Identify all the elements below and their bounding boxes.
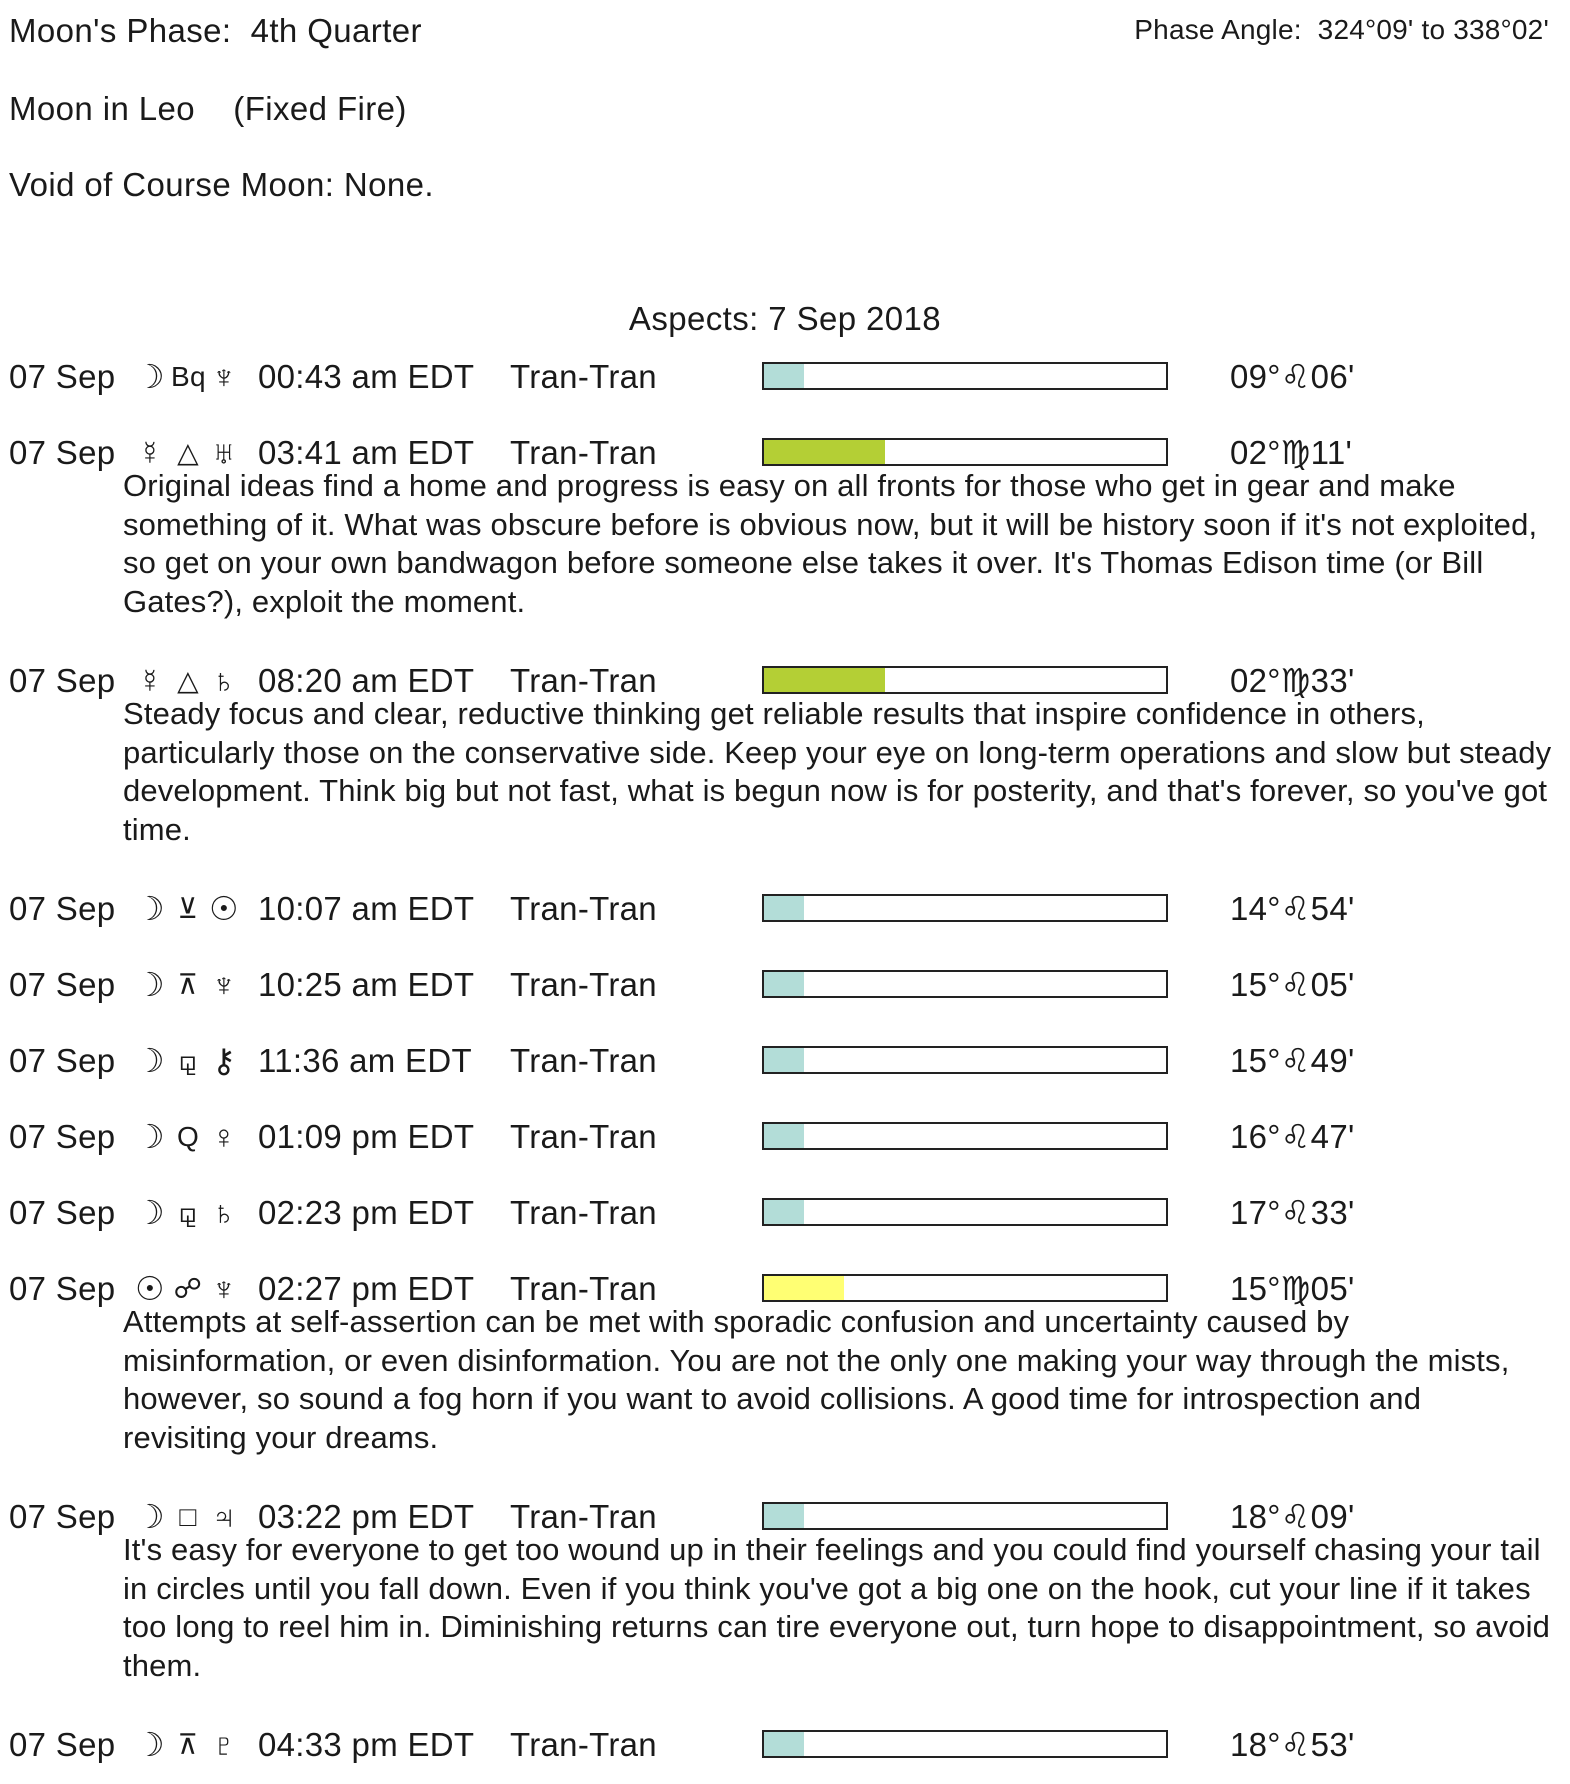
planet-1-icon: ☽ <box>135 1498 165 1535</box>
zodiac-position: 15°♌05' <box>1230 966 1355 1003</box>
planet-1-icon: ☿ <box>137 662 163 699</box>
planet-2-icon: ♆ <box>211 1270 237 1307</box>
zodiac-position: 09°♌06' <box>1230 358 1355 395</box>
aspect-glyph-icon: ⊼ <box>177 969 199 1000</box>
aspect-glyph-icon: Bq <box>171 361 206 392</box>
planet-1-icon: ☽ <box>135 1194 165 1231</box>
aspect-description: Attempts at self-assertion can be met with sporadic confusion and uncertainty caused by misinformation, or even disinformation. You are not the only one making your way through the mists, however, so sound a fog horn if you want to avoid collisions. A good time for introspection and revisiting your dreams. <box>123 1304 1510 1455</box>
moon-sign: Moon in Leo (Fixed Fire) <box>9 90 407 127</box>
strength-bar <box>762 1502 1168 1530</box>
strength-bar <box>762 1046 1168 1074</box>
aspect-date: 07 Sep <box>9 1194 116 1231</box>
planet-1-icon: ☿ <box>137 434 163 471</box>
planet-2-icon: ⚷ <box>211 1042 237 1079</box>
moon-phase: Moon's Phase: 4th Quarter <box>9 12 422 49</box>
zodiac-position: 18°♌53' <box>1230 1726 1355 1763</box>
aspects-title: Aspects: 7 Sep 2018 <box>628 300 942 337</box>
aspect-date: 07 Sep <box>9 1270 116 1307</box>
planet-1-icon: ☽ <box>135 1042 165 1079</box>
aspect-type: Tran-Tran <box>510 1270 657 1307</box>
aspect-type: Tran-Tran <box>510 434 657 471</box>
zodiac-position: 16°♌47' <box>1230 1118 1355 1155</box>
aspect-time: 10:25 am EDT <box>258 966 475 1003</box>
zodiac-position: 15°♍05' <box>1230 1270 1355 1307</box>
aspect-type: Tran-Tran <box>510 1118 657 1155</box>
aspect-type: Tran-Tran <box>510 890 657 927</box>
zodiac-position: 15°♌49' <box>1230 1042 1355 1079</box>
aspect-glyph-icon: ⚼ <box>178 1045 198 1076</box>
strength-bar-fill <box>764 1276 844 1300</box>
phase-angle: Phase Angle: 324°09' to 338°02' <box>1134 14 1549 45</box>
strength-bar-fill <box>764 668 885 692</box>
aspect-date: 07 Sep <box>9 1498 116 1535</box>
planet-1-icon: ☽ <box>135 1118 165 1155</box>
strength-bar <box>762 894 1168 922</box>
planet-2-icon: ♄ <box>211 662 237 699</box>
planet-2-icon: ☉ <box>209 890 239 927</box>
aspect-time: 10:07 am EDT <box>258 890 475 927</box>
zodiac-position: 17°♌33' <box>1230 1194 1355 1231</box>
zodiac-position: 14°♌54' <box>1230 890 1355 927</box>
strength-bar <box>762 362 1168 390</box>
planet-1-icon: ☽ <box>135 1726 165 1763</box>
aspect-date: 07 Sep <box>9 966 116 1003</box>
aspect-type: Tran-Tran <box>510 358 657 395</box>
strength-bar-fill <box>764 896 804 920</box>
aspect-glyph-icon: Q <box>176 1121 200 1152</box>
aspect-glyph-icon: ⊼ <box>177 1729 199 1760</box>
planet-1-icon: ☽ <box>135 890 165 927</box>
aspect-description: Original ideas find a home and progress is easy on all fronts for those who get in gear and make something of it. What was obscure before is obvious now, but it will be history soon if it's not exploited, so get on your own bandwagon before someone else takes it over. It's Thomas Edison time (or Bill Gates?), exploit the moment. <box>123 468 1538 619</box>
aspect-date: 07 Sep <box>9 1726 116 1763</box>
aspect-time: 11:36 am EDT <box>258 1042 472 1079</box>
aspect-date: 07 Sep <box>9 662 116 699</box>
aspect-time: 02:23 pm EDT <box>258 1194 475 1231</box>
aspect-type: Tran-Tran <box>510 966 657 1003</box>
planet-1-icon: ☽ <box>135 358 165 395</box>
strength-bar-fill <box>764 440 885 464</box>
zodiac-position: 02°♍33' <box>1230 662 1355 699</box>
planet-2-icon: ♄ <box>211 1194 237 1231</box>
aspect-time: 04:33 pm EDT <box>258 1726 475 1763</box>
strength-bar <box>762 1274 1168 1302</box>
aspect-description: It's easy for everyone to get too wound up in their feelings and you could find yourself chasing your tail in circles until you fall down. Even if you think you've got a big one on the hook, cut your line if it takes too long to reel him in. Diminishing returns can tire everyone out, turn hope to disappointment, so avoid them. <box>123 1532 1551 1683</box>
strength-bar <box>762 1730 1168 1758</box>
strength-bar-fill <box>764 1048 804 1072</box>
aspect-type: Tran-Tran <box>510 662 657 699</box>
aspect-type: Tran-Tran <box>510 1498 657 1535</box>
strength-bar <box>762 1198 1168 1226</box>
void-of-course: Void of Course Moon: None. <box>9 166 434 203</box>
planet-2-icon: ♆ <box>211 358 237 395</box>
strength-bar-fill <box>764 1504 804 1528</box>
strength-bar-fill <box>764 364 804 388</box>
aspect-type: Tran-Tran <box>510 1194 657 1231</box>
strength-bar <box>762 666 1168 694</box>
aspect-time: 00:43 am EDT <box>258 358 475 395</box>
planet-2-icon: ♃ <box>211 1498 237 1535</box>
strength-bar <box>762 438 1168 466</box>
aspect-glyph-icon: △ <box>177 437 199 468</box>
strength-bar-fill <box>764 1124 804 1148</box>
aspect-type: Tran-Tran <box>510 1042 657 1079</box>
strength-bar-fill <box>764 1200 804 1224</box>
planet-2-icon: ♇ <box>211 1726 237 1763</box>
aspect-time: 03:41 am EDT <box>258 434 475 471</box>
planet-2-icon: ♅ <box>211 434 237 471</box>
aspect-date: 07 Sep <box>9 890 116 927</box>
aspect-time: 03:22 pm EDT <box>258 1498 475 1535</box>
strength-bar <box>762 970 1168 998</box>
zodiac-position: 18°♌09' <box>1230 1498 1355 1535</box>
aspect-date: 07 Sep <box>9 434 116 471</box>
aspect-date: 07 Sep <box>9 1118 116 1155</box>
planet-2-icon: ♆ <box>211 966 237 1003</box>
aspect-time: 02:27 pm EDT <box>258 1270 475 1307</box>
planet-1-icon: ☽ <box>135 966 165 1003</box>
aspect-time: 08:20 am EDT <box>258 662 475 699</box>
zodiac-position: 02°♍11' <box>1230 434 1353 471</box>
aspect-type: Tran-Tran <box>510 1726 657 1763</box>
strength-bar-fill <box>764 972 804 996</box>
aspect-date: 07 Sep <box>9 358 116 395</box>
aspect-time: 01:09 pm EDT <box>258 1118 475 1155</box>
aspect-description: Steady focus and clear, reductive thinking get reliable results that inspire confidence in others, particularly those on the conservative side. Keep your eye on long-term operations and slow but steady development. Think big but not fast, what is begun now is for posterity, and that's forever, so you've got time. <box>123 696 1552 847</box>
aspect-date: 07 Sep <box>9 1042 116 1079</box>
strength-bar-fill <box>764 1732 804 1756</box>
aspect-glyph-icon: ⚼ <box>178 1197 198 1228</box>
aspect-glyph-icon: ⊻ <box>177 893 199 924</box>
strength-bar <box>762 1122 1168 1150</box>
planet-1-icon: ☉ <box>135 1270 165 1307</box>
aspect-glyph-icon: △ <box>177 665 199 696</box>
planet-2-icon: ♀ <box>211 1118 237 1155</box>
aspect-glyph-icon: □ <box>179 1501 197 1532</box>
aspect-glyph-icon: ☍ <box>173 1273 203 1304</box>
